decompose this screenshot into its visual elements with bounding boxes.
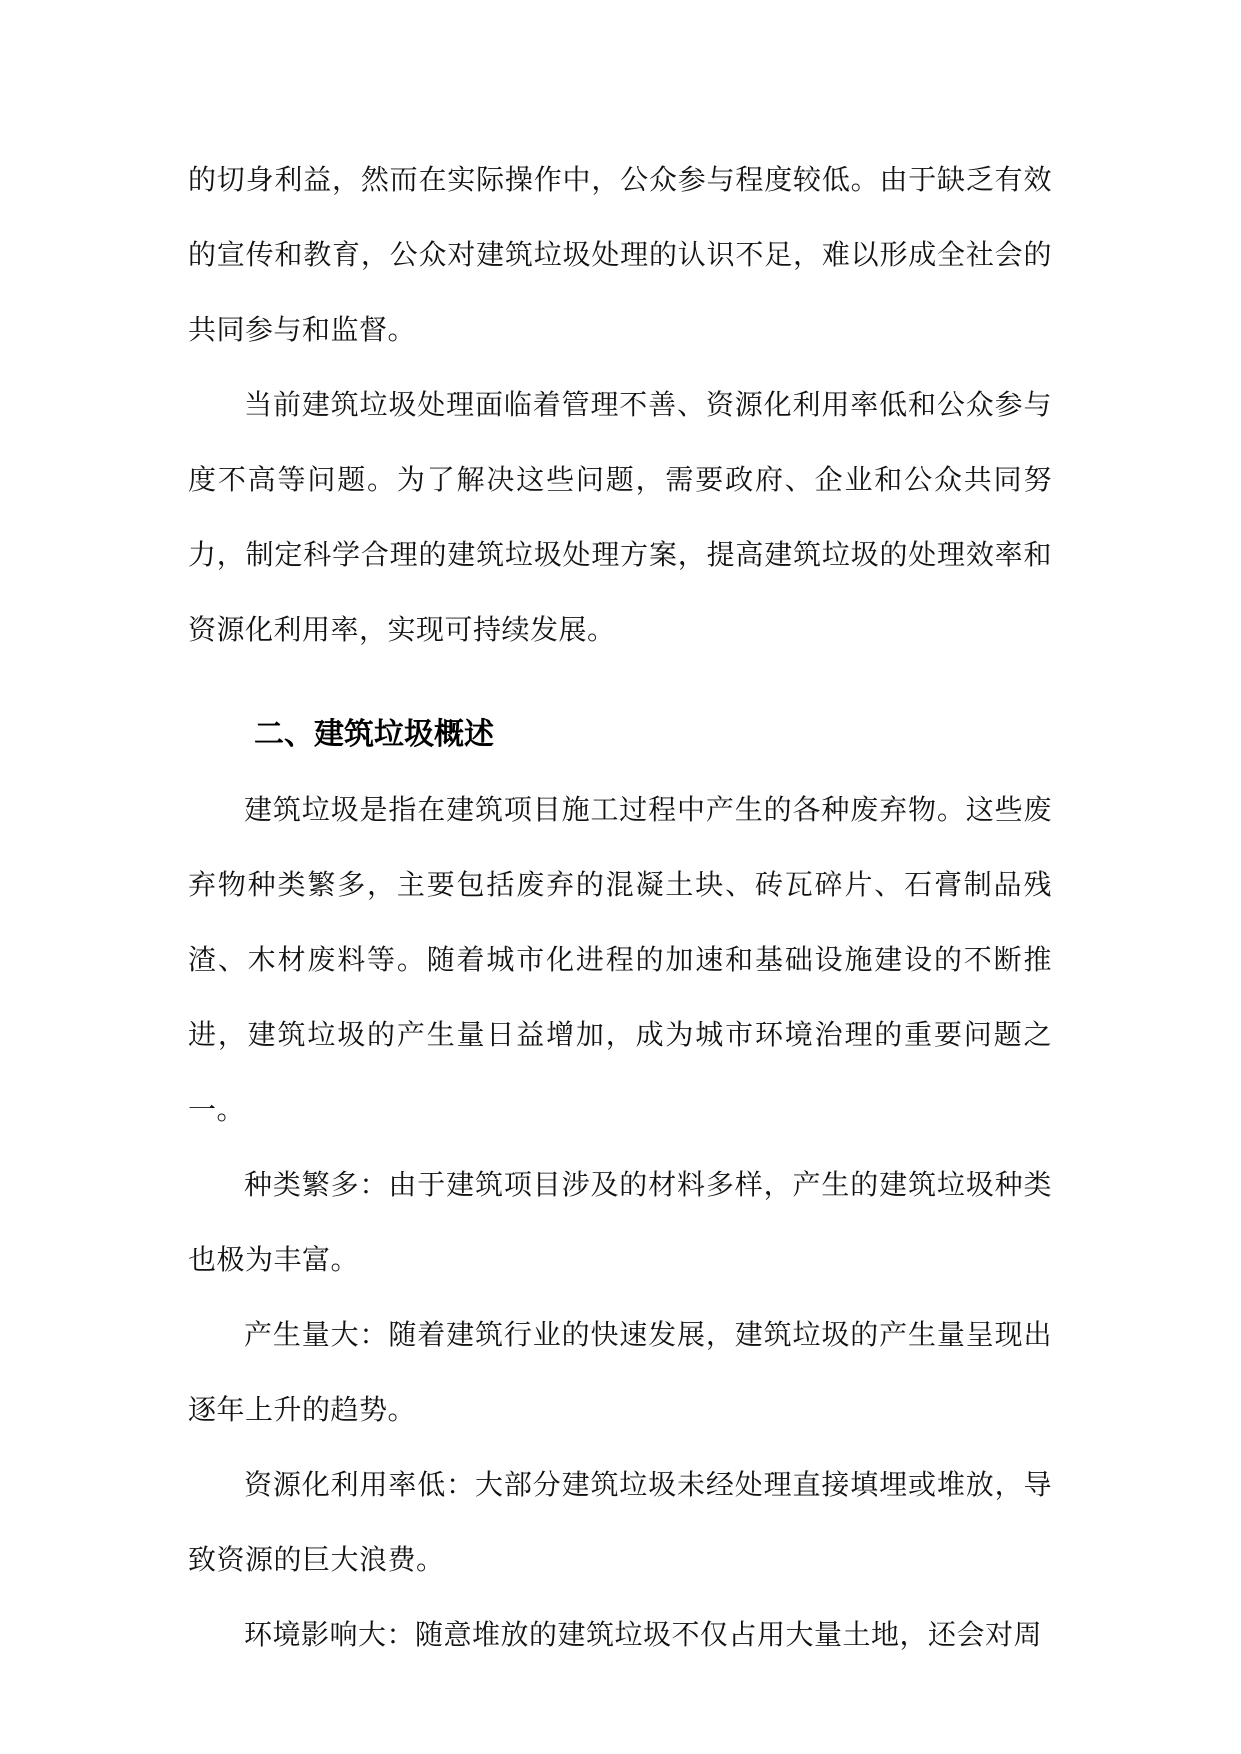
paragraph-continued: 的切身利益，然而在实际操作中，公众参与程度较低。由于缺乏有效的宣传和教育，公众对建筑垃圾处理的认识不足，难以形成全社会的共同参与和监督。	[188, 163, 1052, 346]
paragraph-utilization: 资源化利用率低：大部分建筑垃圾未经处理直接填埋或堆放，导致资源的巨大浪费。	[188, 1468, 1052, 1576]
section-heading: 二、建筑垃圾概述	[254, 717, 494, 752]
paragraph-definition: 建筑垃圾是指在建筑项目施工过程中产生的各种废弃物。这些废弃物种类繁多，主要包括废弃的混凝土块、砖瓦碎片、石膏制品残渣、木材废料等。随着城市化进程的加速和基础设施建设的不断推进，建筑垃圾的产生量日益增加，成为城市环境治理的重要问题之一。	[188, 793, 1052, 1126]
paragraph-variety: 种类繁多：由于建筑项目涉及的材料多样，产生的建筑垃圾种类也极为丰富。	[188, 1168, 1052, 1276]
document-body	[188, 142, 1052, 1672]
paragraph-environment: 环境影响大：随意堆放的建筑垃圾不仅占用大量土地，还会对周	[244, 1618, 1043, 1651]
paragraph-volume: 产生量大：随着建筑行业的快速发展，建筑垃圾的产生量呈现出逐年上升的趋势。	[188, 1318, 1052, 1426]
paragraph-summary: 当前建筑垃圾处理面临着管理不善、资源化利用率低和公众参与度不高等问题。为了解决这些问题，需要政府、企业和公众共同努力，制定科学合理的建筑垃圾处理方案，提高建筑垃圾的处理效率和资源化利用率，实现可持续发展。	[188, 388, 1052, 646]
